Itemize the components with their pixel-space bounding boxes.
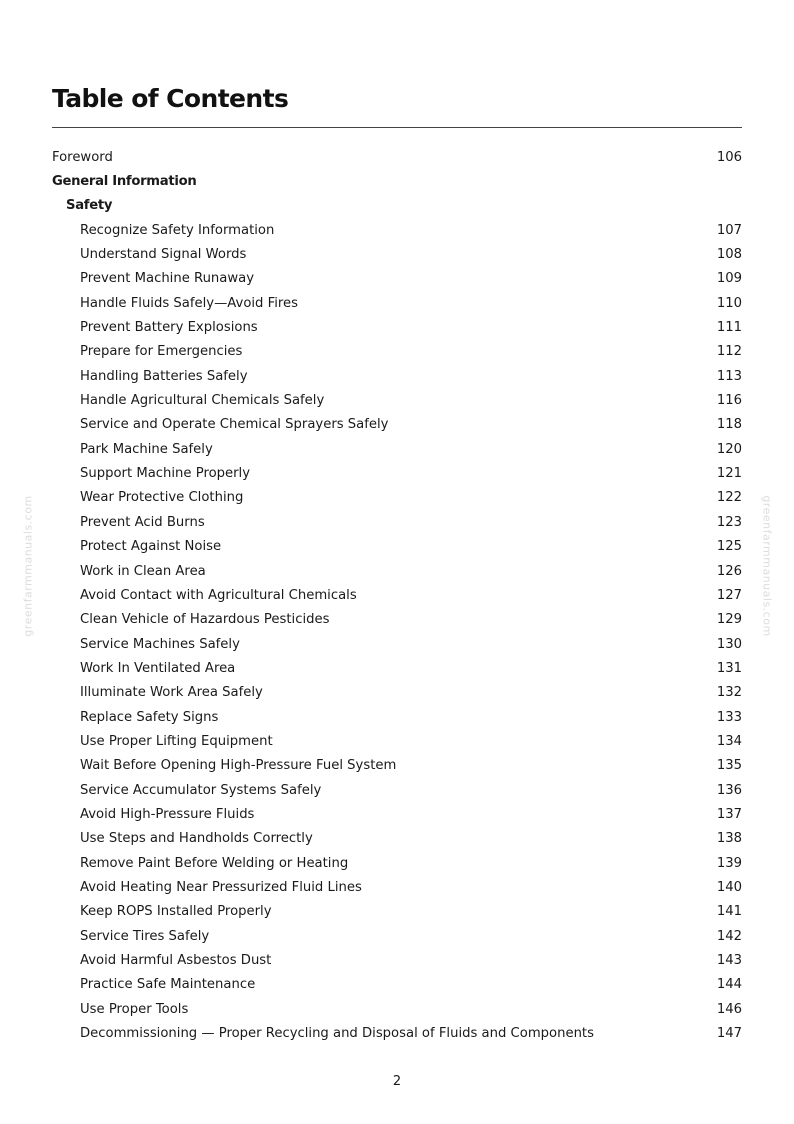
toc-entry-page: 122 xyxy=(716,490,742,506)
toc-entry[interactable] xyxy=(52,802,742,826)
toc-entry[interactable] xyxy=(52,267,742,291)
toc-entry-page: 143 xyxy=(716,953,742,969)
toc-entry-label: Recognize Safety Information xyxy=(80,222,275,238)
table-of-contents xyxy=(52,145,742,1046)
toc-entry-page: 112 xyxy=(716,344,742,360)
toc-entry-page: 130 xyxy=(716,636,742,652)
toc-section-heading xyxy=(52,194,742,218)
toc-entry-label: Protect Against Noise xyxy=(80,539,222,555)
toc-entry-label: Avoid Heating Near Pressurized Fluid Lines xyxy=(80,879,362,895)
toc-entry[interactable] xyxy=(52,900,742,924)
toc-entry-label: Safety xyxy=(66,198,113,214)
toc-entry[interactable] xyxy=(52,1021,742,1045)
toc-entry-page: 133 xyxy=(716,709,742,725)
toc-entry-label: Remove Paint Before Welding or Heating xyxy=(80,855,349,871)
toc-entry[interactable] xyxy=(52,242,742,266)
toc-entry-page: 120 xyxy=(716,441,742,457)
toc-entry-label: Wait Before Opening High-Pressure Fuel System xyxy=(80,758,397,774)
toc-entry[interactable] xyxy=(52,535,742,559)
toc-entry-page: 137 xyxy=(716,806,742,822)
toc-entry[interactable] xyxy=(52,486,742,510)
toc-entry-page: 144 xyxy=(716,977,742,993)
toc-entry-page: 134 xyxy=(716,733,742,749)
toc-entry-label: Keep ROPS Installed Properly xyxy=(80,904,272,920)
toc-entry[interactable] xyxy=(52,437,742,461)
toc-entry[interactable] xyxy=(52,218,742,242)
toc-entry-label: Illuminate Work Area Safely xyxy=(80,685,263,701)
toc-entry[interactable] xyxy=(52,851,742,875)
toc-entry[interactable] xyxy=(52,608,742,632)
toc-entry-page: 141 xyxy=(716,904,742,920)
toc-entry[interactable] xyxy=(52,388,742,412)
toc-entry-label: Use Proper Lifting Equipment xyxy=(80,733,273,749)
toc-entry[interactable] xyxy=(52,656,742,680)
toc-entry[interactable] xyxy=(52,583,742,607)
toc-entry-label: Service Accumulator Systems Safely xyxy=(80,782,322,798)
toc-entry-label: Clean Vehicle of Hazardous Pesticides xyxy=(80,612,330,628)
toc-entry-label: Avoid Harmful Asbestos Dust xyxy=(80,953,272,969)
toc-entry-label: Handle Agricultural Chemicals Safely xyxy=(80,393,325,409)
toc-entry-label: Park Machine Safely xyxy=(80,441,213,457)
toc-entry-page: 131 xyxy=(716,660,742,676)
toc-entry[interactable] xyxy=(52,510,742,534)
toc-entry-label: Work In Ventilated Area xyxy=(80,660,236,676)
toc-entry-page: 135 xyxy=(716,758,742,774)
toc-entry-label: Prevent Acid Burns xyxy=(80,514,205,530)
toc-entry-label: Replace Safety Signs xyxy=(80,709,219,725)
toc-entry[interactable] xyxy=(52,559,742,583)
toc-entry-page: 110 xyxy=(716,295,742,311)
toc-entry-label: General Information xyxy=(52,174,197,190)
toc-entry-page: 108 xyxy=(716,247,742,263)
toc-entry-page: 146 xyxy=(716,1001,742,1017)
toc-entry-label: Prevent Battery Explosions xyxy=(80,320,258,336)
toc-entry-page: 113 xyxy=(716,368,742,384)
toc-entry-page: 126 xyxy=(716,563,742,579)
toc-entry[interactable] xyxy=(52,315,742,339)
toc-entry[interactable] xyxy=(52,924,742,948)
toc-entry-page: 136 xyxy=(716,782,742,798)
toc-entry-label: Work in Clean Area xyxy=(80,563,206,579)
toc-entry-label: Prevent Machine Runaway xyxy=(80,271,255,287)
toc-entry-page: 125 xyxy=(716,539,742,555)
toc-entry-page: 118 xyxy=(716,417,742,433)
toc-entry[interactable] xyxy=(52,827,742,851)
toc-entry[interactable] xyxy=(52,754,742,778)
toc-entry-label: Avoid High-Pressure Fluids xyxy=(80,806,255,822)
toc-entry-label: Foreword xyxy=(52,149,113,165)
toc-entry-page: 111 xyxy=(716,320,742,336)
toc-entry-page: 121 xyxy=(716,466,742,482)
toc-entry[interactable] xyxy=(52,291,742,315)
toc-entry[interactable] xyxy=(52,681,742,705)
toc-entry-label: Handle Fluids Safely—Avoid Fires xyxy=(80,295,299,311)
watermark-right: greenfarmmanuals.com xyxy=(760,495,774,637)
toc-entry-page: 106 xyxy=(716,149,742,165)
toc-entry-page: 116 xyxy=(716,393,742,409)
toc-entry[interactable] xyxy=(52,461,742,485)
toc-entry[interactable] xyxy=(52,145,742,169)
toc-entry-page: 142 xyxy=(716,928,742,944)
toc-entry-page: 129 xyxy=(716,612,742,628)
toc-entry[interactable] xyxy=(52,875,742,899)
toc-entry-label: Use Steps and Handholds Correctly xyxy=(80,831,313,847)
toc-entry-label: Service Tires Safely xyxy=(80,928,210,944)
toc-entry[interactable] xyxy=(52,997,742,1021)
page-number: 2 xyxy=(392,1074,402,1089)
title-divider xyxy=(52,127,742,128)
toc-entry-label: Prepare for Emergencies xyxy=(80,344,243,360)
toc-entry-page: 139 xyxy=(716,855,742,871)
toc-section-heading xyxy=(52,169,742,193)
toc-entry[interactable] xyxy=(52,778,742,802)
page-title: Table of Contents xyxy=(52,84,289,113)
toc-entry-page: 147 xyxy=(716,1026,742,1042)
toc-entry-label: Avoid Contact with Agricultural Chemicals xyxy=(80,587,357,603)
toc-entry-label: Service Machines Safely xyxy=(80,636,240,652)
toc-entry-page: 109 xyxy=(716,271,742,287)
toc-entry[interactable] xyxy=(52,705,742,729)
toc-entry-label: Use Proper Tools xyxy=(80,1001,189,1017)
toc-entry-label: Understand Signal Words xyxy=(80,247,247,263)
toc-entry-label: Practice Safe Maintenance xyxy=(80,977,256,993)
toc-entry-label: Support Machine Properly xyxy=(80,466,251,482)
watermark-left: greenfarmmanuals.com xyxy=(21,495,35,637)
toc-entry[interactable] xyxy=(52,729,742,753)
toc-entry-label: Service and Operate Chemical Sprayers Safely xyxy=(80,417,389,433)
toc-entry[interactable] xyxy=(52,632,742,656)
toc-entry[interactable] xyxy=(52,340,742,364)
toc-entry-page: 132 xyxy=(716,685,742,701)
toc-entry-label: Decommissioning — Proper Recycling and Disposal of Fluids and Components xyxy=(80,1026,594,1042)
toc-entry[interactable] xyxy=(52,948,742,972)
toc-entry[interactable] xyxy=(52,413,742,437)
toc-entry-page: 140 xyxy=(716,879,742,895)
toc-entry-label: Wear Protective Clothing xyxy=(80,490,244,506)
toc-entry-page: 123 xyxy=(716,514,742,530)
toc-entry-page: 127 xyxy=(716,587,742,603)
toc-entry-label: Handling Batteries Safely xyxy=(80,368,248,384)
toc-entry[interactable] xyxy=(52,973,742,997)
toc-entry-page: 138 xyxy=(716,831,742,847)
toc-entry-page: 107 xyxy=(716,222,742,238)
toc-entry[interactable] xyxy=(52,364,742,388)
